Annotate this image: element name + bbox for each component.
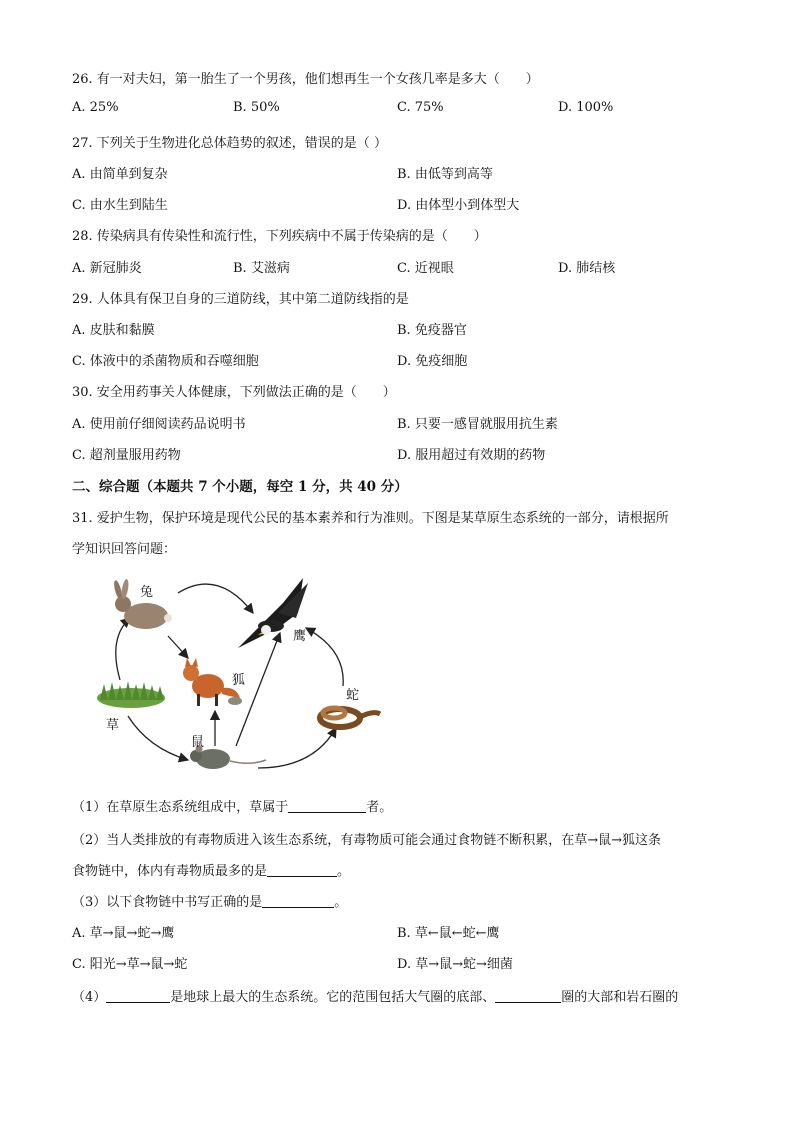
q29-option-b: B. 免疫器官 xyxy=(397,323,467,338)
q30-option-a: A. 使用前仔细阅读药品说明书 xyxy=(72,417,246,432)
q31-sub1-text: （1）在草原生态系统组成中，草属于 xyxy=(72,800,289,815)
question-31-intro-line2: 学知识回答问题： xyxy=(72,542,177,557)
q31-sub3-option-a: A. 草→鼠→蛇→鹰 xyxy=(72,926,175,941)
q31-sub4-prefix: （4） xyxy=(72,990,107,1005)
answer-blank-3[interactable] xyxy=(262,895,334,908)
question-27-stem: 27. 下列关于生物进化总体趋势的叙述，错误的是（ ） xyxy=(72,136,387,151)
arrow-rabbit-to-eagle xyxy=(178,584,253,613)
arrow-grass-to-mouse xyxy=(128,716,188,760)
q31-sub2-line2 xyxy=(72,860,350,879)
q26-option-d: D. 100% xyxy=(558,100,614,115)
q31-sub3-suffix: 。 xyxy=(334,895,348,910)
arrow-grass-to-rabbit xyxy=(116,618,130,680)
arrow-rabbit-to-fox xyxy=(168,636,188,658)
answer-blank-2[interactable] xyxy=(267,864,337,877)
label-eagle: 鹰 xyxy=(293,629,307,644)
q31-sub2-line1: （2）当人类排放的有毒物质进入该生态系统，有毒物质可能会通过食物链不断积累，在草→鼠→狐这条 xyxy=(72,833,662,848)
q29-option-c: C. 体液中的杀菌物质和吞噬细胞 xyxy=(72,354,259,369)
answer-blank-5[interactable] xyxy=(495,990,561,1003)
food-web-diagram xyxy=(88,568,388,783)
q30-option-d: D. 服用超过有效期的药物 xyxy=(397,448,546,463)
question-26-stem: 26. 有一对夫妇，第一胎生了一个男孩，他们想再生一个女孩几率是多大（ ） xyxy=(72,72,539,87)
q31-sub2-text: 食物链中，体内有毒物质最多的是 xyxy=(72,864,268,879)
q30-option-b: B. 只要一感冒就服用抗生素 xyxy=(397,417,558,432)
q27-option-b: B. 由低等到高等 xyxy=(397,167,493,182)
answer-blank-1[interactable] xyxy=(288,800,366,813)
q29-option-a: A. 皮肤和黏膜 xyxy=(72,323,155,338)
q31-sub4-text: 是地球上最大的生态系统。它的范围包括大气圈的底部、 xyxy=(170,990,496,1005)
arrow-snake-to-eagle xyxy=(306,628,343,686)
q28-option-a: A. 新冠肺炎 xyxy=(72,261,142,276)
q31-sub3-option-c: C. 阳光→草→鼠→蛇 xyxy=(72,957,188,972)
arrow-mouse-to-eagle xyxy=(236,633,280,746)
q27-option-d: D. 由体型小到体型大 xyxy=(397,198,520,213)
q27-option-a: A. 由简单到复杂 xyxy=(72,167,168,182)
q31-sub2-suffix: 。 xyxy=(337,864,351,879)
q31-sub3-text: （3）以下食物链中书写正确的是 xyxy=(72,895,263,910)
q29-option-d: D. 免疫细胞 xyxy=(397,354,468,369)
section-heading: 二、综合题（本题共 7 个小题，每空 1 分，共 40 分） xyxy=(72,479,408,495)
q31-sub3-option-b: B. 草←鼠←蛇←鹰 xyxy=(397,926,500,941)
label-rabbit: 兔 xyxy=(140,585,154,600)
arrow-mouse-to-snake xyxy=(258,728,336,768)
q31-sub4 xyxy=(72,986,678,1005)
q26-option-b: B. 50% xyxy=(233,100,280,115)
q27-option-c: C. 由水生到陆生 xyxy=(72,198,168,213)
q28-option-c: C. 近视眼 xyxy=(397,261,454,276)
snake-illustration xyxy=(320,708,380,727)
grass-illustration xyxy=(97,681,165,708)
q31-sub3-option-d: D. 草→鼠→蛇→细菌 xyxy=(397,957,513,972)
question-28-stem: 28. 传染病具有传染性和流行性，下列疾病中不属于传染病的是（ ） xyxy=(72,229,487,244)
q28-option-b: B. 艾滋病 xyxy=(233,261,290,276)
label-mouse: 鼠 xyxy=(191,735,205,750)
label-fox: 狐 xyxy=(232,673,246,688)
q31-sub1 xyxy=(72,796,392,815)
q31-sub1-suffix: 者。 xyxy=(366,800,393,815)
q30-option-c: C. 超剂量服用药物 xyxy=(72,448,181,463)
q26-option-a: A. 25% xyxy=(72,100,119,115)
answer-blank-4[interactable] xyxy=(106,990,170,1003)
q28-option-d: D. 肺结核 xyxy=(558,261,616,276)
q31-sub3 xyxy=(72,891,347,910)
q31-sub4-suffix: 圈的大部和岩石圈的 xyxy=(561,990,679,1005)
label-snake: 蛇 xyxy=(346,688,360,703)
q26-option-c: C. 75% xyxy=(397,100,444,115)
label-grass: 草 xyxy=(106,718,120,733)
question-30-stem: 30. 安全用药事关人体健康，下列做法正确的是（ ） xyxy=(72,385,396,400)
question-31-intro-line1: 31. 爱护生物，保护环境是现代公民的基本素养和行为准则。下图是某草原生态系统的一部分，请根据所 xyxy=(72,511,669,526)
question-29-stem: 29. 人体具有保卫自身的三道防线，其中第二道防线指的是 xyxy=(72,292,409,307)
